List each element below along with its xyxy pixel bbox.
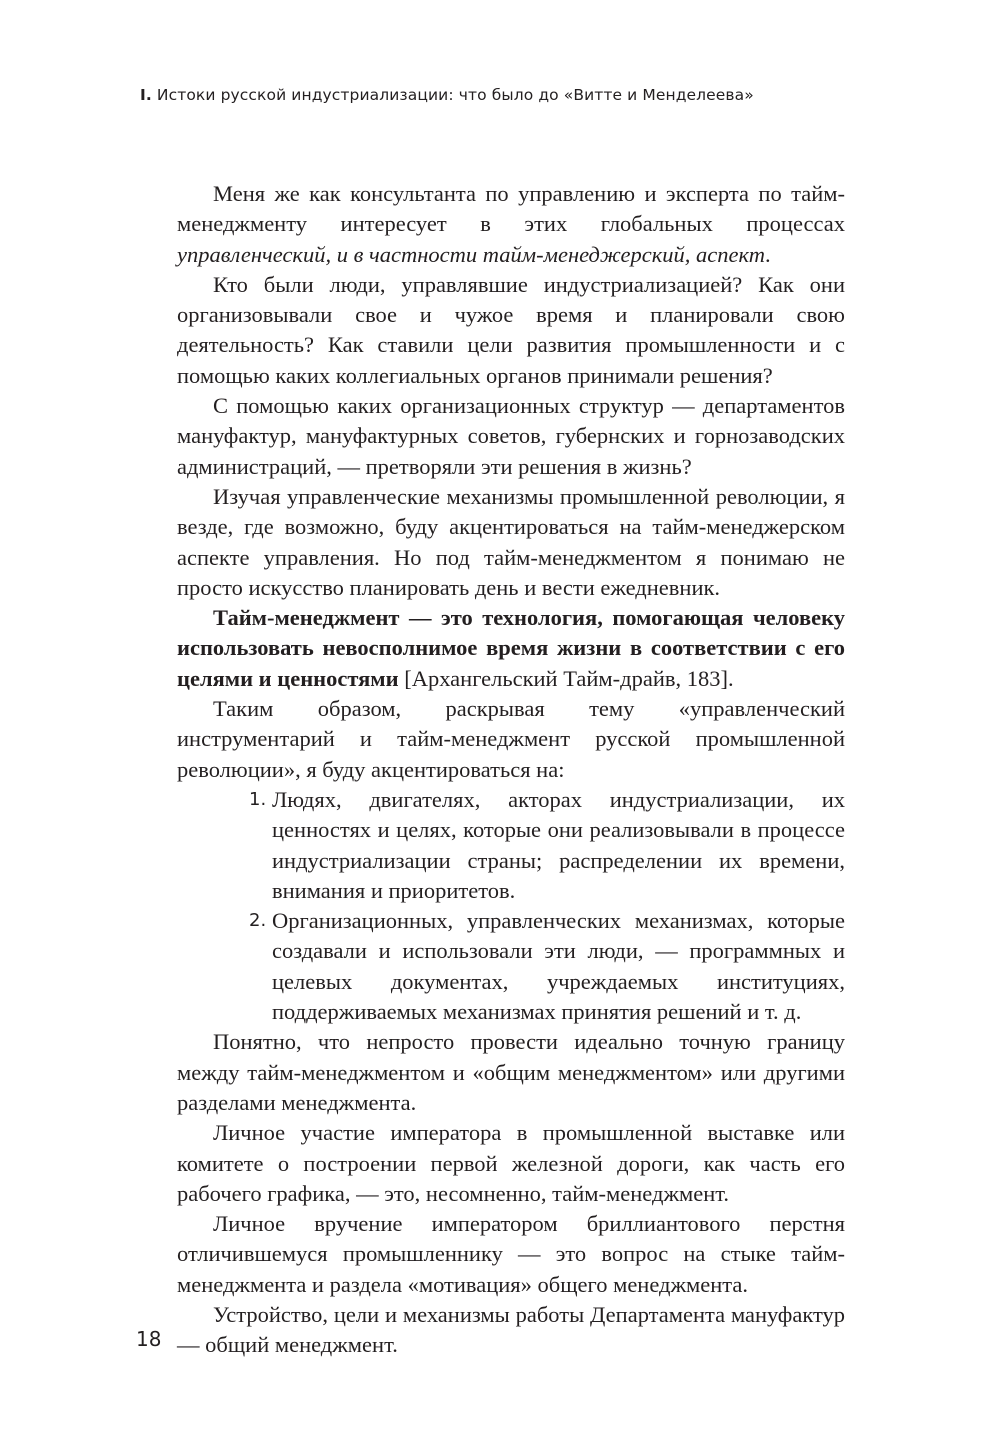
paragraph: Кто были люди, управлявшие индустриализацией? Как они организовывали свое и чужое время и планировали свою деятельность? Как ставили цели развития промышленности и с помощью каких коллегиальных органов принимали решения?	[177, 271, 845, 388]
paragraph: Меня же как консультанта по управлению и эксперта по тайм-менеджменту интересует в этих глобальных процессах управленческий, и в частности тайм-менеджерский, аспект.	[177, 181, 845, 267]
numbered-list	[177, 785, 845, 1027]
paragraph: Понятно, что непросто провести идеально точную границу между тайм-менеджментом и «общим менеджментом» или другими разделами менеджмента.	[177, 1029, 845, 1115]
running-head-title: Истоки русской индустриализации: что было до «Витте и Менделеева»	[156, 86, 754, 104]
definition-paragraph	[177, 603, 845, 694]
list-number: 2.	[249, 910, 267, 932]
body-text	[177, 179, 845, 1361]
italic-phrase: управленческий, и в частности тайм-менеджерский, аспект	[177, 241, 765, 267]
paragraph: Таким образом, раскрывая тему «управленческий инструментарий и тайм-менеджмент русской промышленной революции», я буду акцентироваться на:	[177, 696, 845, 782]
paragraph: Личное участие императора в промышленной выставке или комитете о построении первой железной дороги, как часть его рабочего графика, — это, несомненно, тайм-менеджмент.	[177, 1120, 845, 1206]
paragraph: Устройство, цели и механизмы работы Департамента мануфактур — общий менеджмент.	[177, 1301, 845, 1358]
paragraph: Личное вручение императором бриллиантового перстня отличившемуся промышленнику — это вопрос на стыке тайм-менеджмента и раздела «мотивация» общего менеджмента.	[177, 1211, 845, 1297]
section-number: I.	[140, 86, 152, 104]
list-item: 2. Организационных, управленческих механизмах, которые создавали и использовали эти люди, — программных и целевых документах, учреждаемых институциях, поддерживаемых механизмах принятия решений и т. д.	[249, 908, 845, 1025]
citation: [Архангельский Тайм-драйв, 183].	[398, 665, 734, 691]
running-head	[140, 86, 860, 104]
paragraph: Изучая управленческие механизмы промышленной революции, я везде, где возможно, буду акцентироваться на тайм-менеджерском аспекте управления. Но под тайм-менеджментом я понимаю не просто искусство планировать день и вести ежедневник.	[177, 483, 845, 600]
paragraph: С помощью каких организационных структур — департаментов мануфактур, мануфактурных советов, губернских и горнозаводских администраций, — претворяли эти решения в жизнь?	[177, 393, 845, 479]
definition-bold: Тайм-менеджмент — это технология, помогающая человеку использовать невосполнимое время жизни в соответствии с его целями и ценностями	[177, 605, 845, 691]
list-item: 1. Людях, двигателях, акторах индустриализации, их ценностях и целях, которые они реализовывали в процессе индустриализации страны; распределении их времени, внимания и приоритетов.	[249, 786, 845, 903]
list-number: 1.	[249, 788, 267, 810]
page-number: 18	[136, 1327, 162, 1351]
